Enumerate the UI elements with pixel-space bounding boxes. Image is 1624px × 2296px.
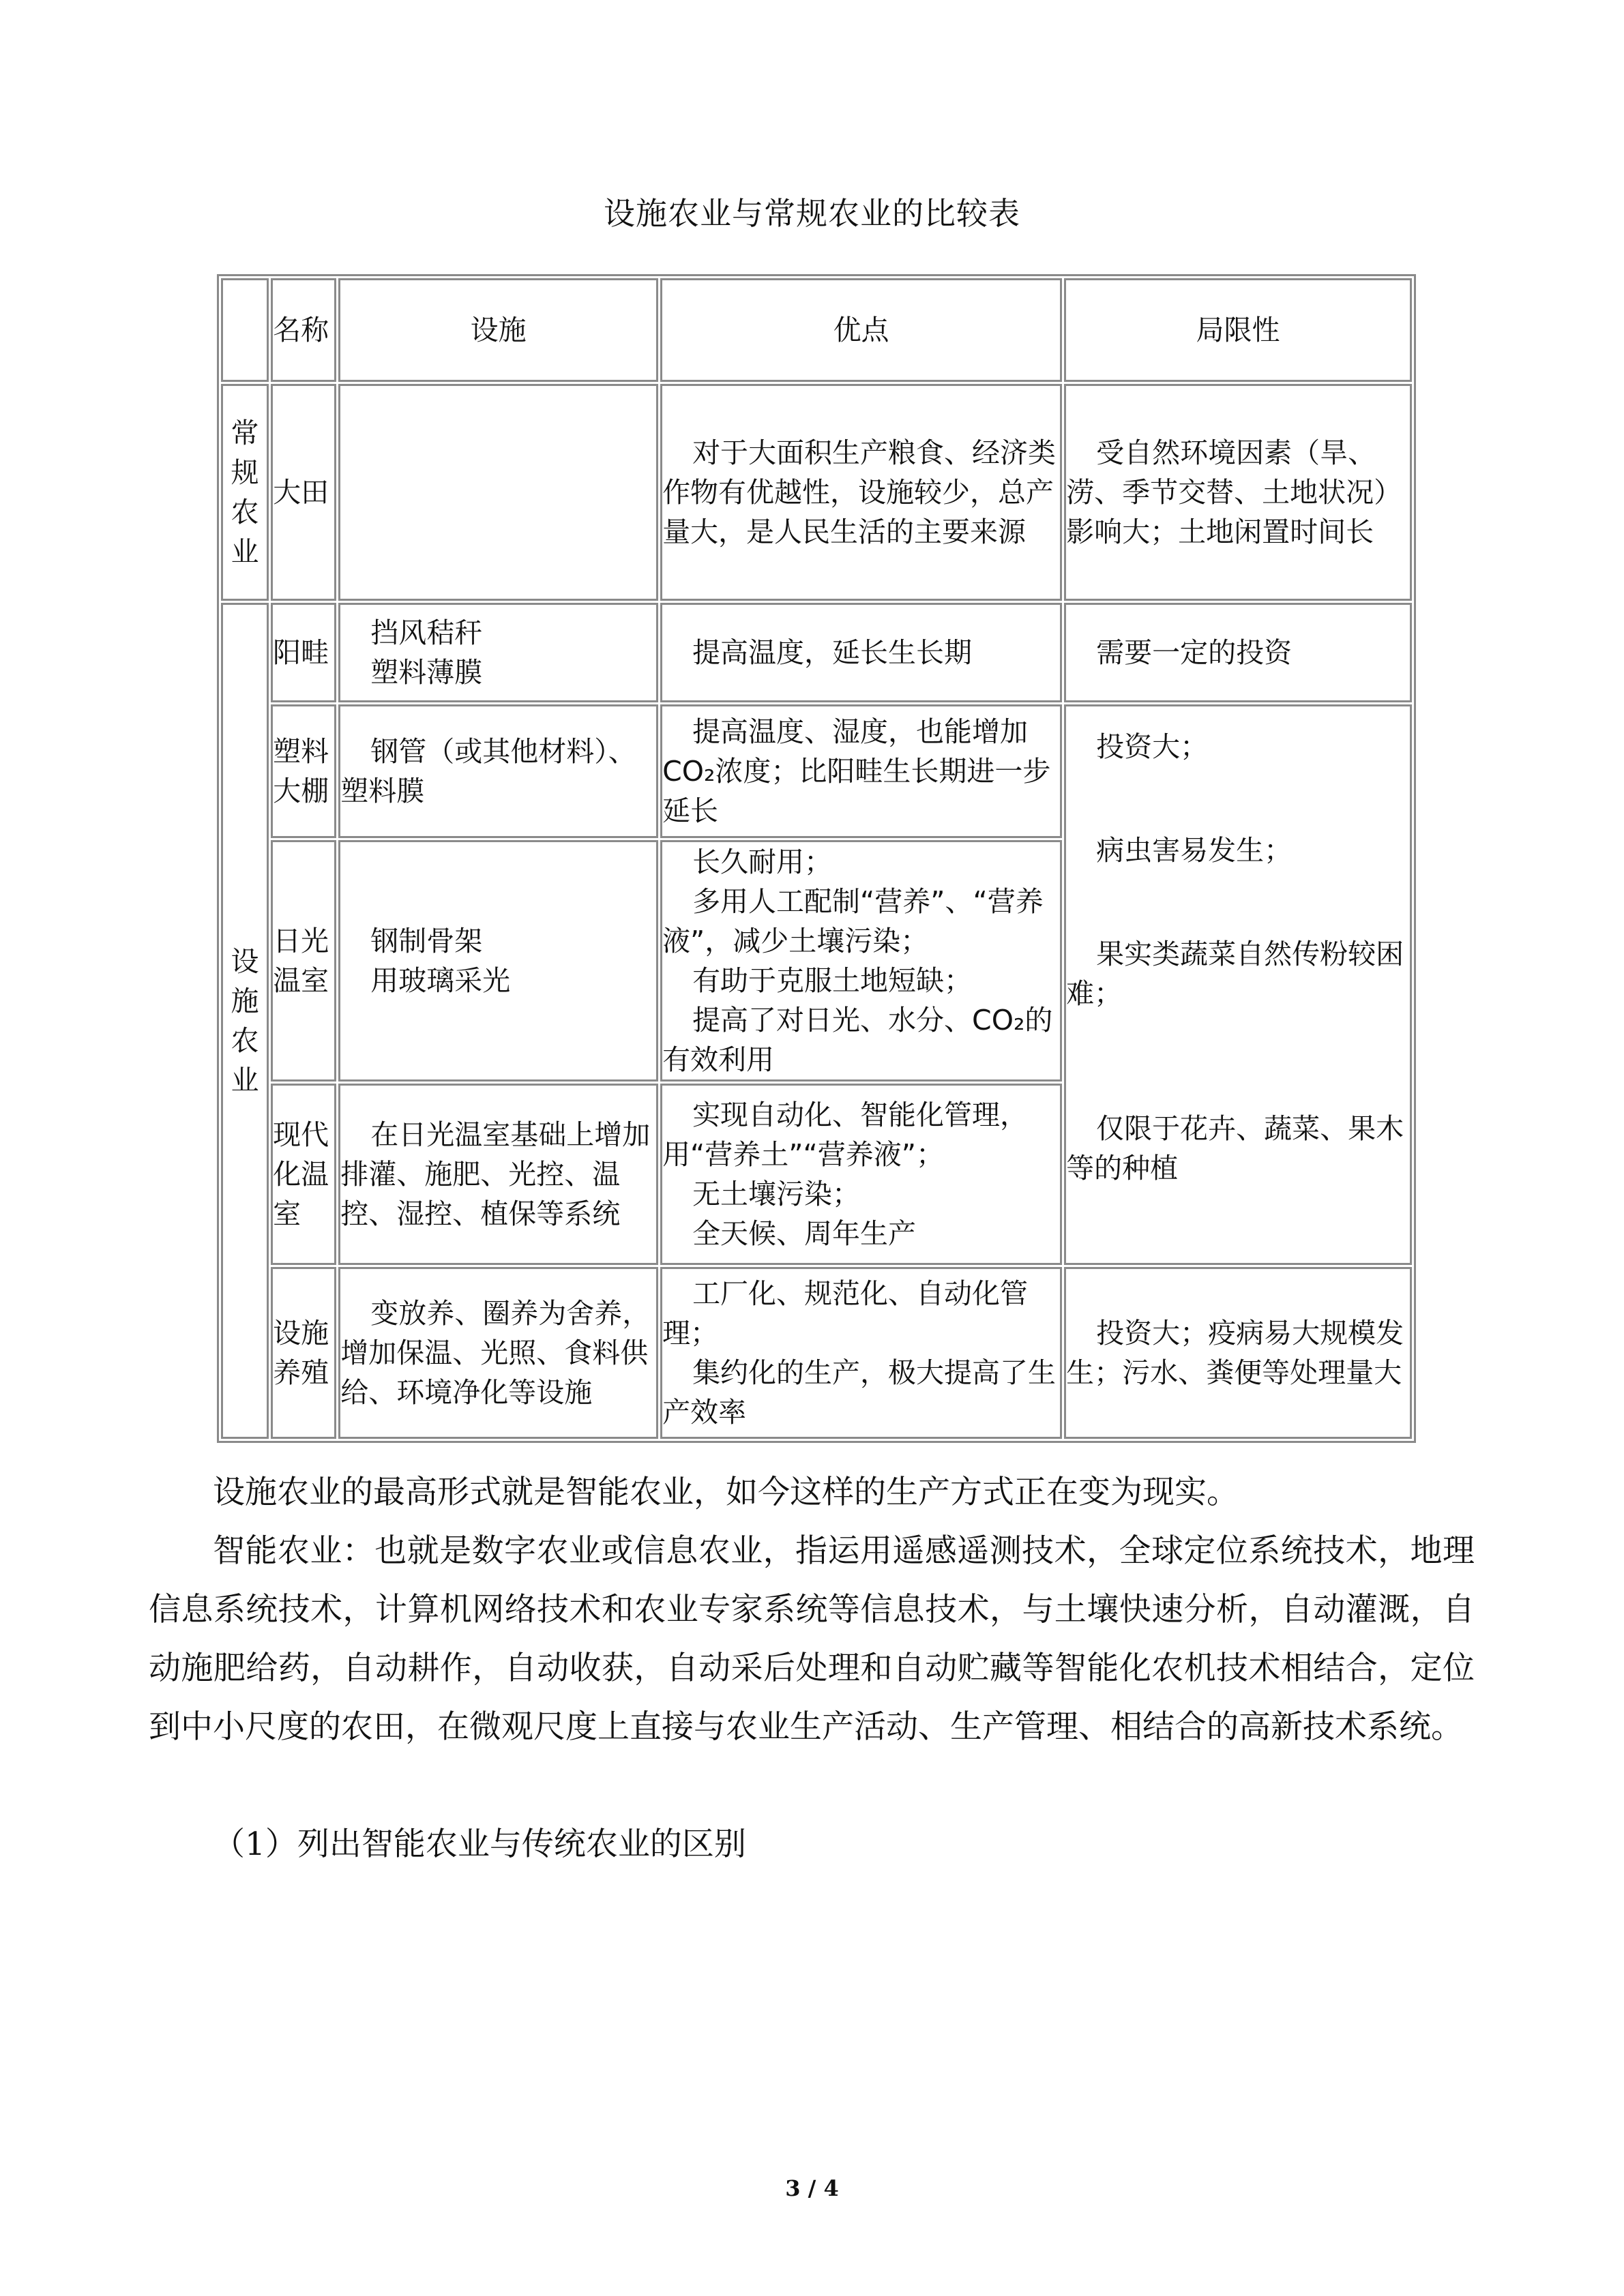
advantages-cell	[660, 840, 1062, 1082]
comparison-table	[217, 274, 1416, 1443]
facility-text: 用玻璃采光	[370, 964, 511, 997]
header-advantages: 优点	[660, 278, 1062, 382]
category-cell	[221, 384, 269, 601]
advantage-text: 实现自动化、智能化管理，用“营养土”“营养液”；	[662, 1099, 1029, 1171]
advantage-text: 提高了对日光、水分、CO₂的有效利用	[662, 1004, 1053, 1076]
facility-cell	[338, 840, 658, 1082]
limitations-cell	[1064, 603, 1412, 702]
facility-text: 塑料薄膜	[370, 656, 483, 689]
limitations-cell	[1064, 1267, 1412, 1439]
advantage-text: 有助于克服土地短缺；	[692, 964, 973, 997]
limitations-cell	[1064, 384, 1412, 601]
category-label: 常规农业	[231, 417, 259, 568]
facility-cell	[338, 1267, 658, 1439]
facility-text: 变放养、圈养为舍养，增加保温、光照、食料供给、环境净化等设施	[340, 1297, 651, 1409]
limitation-text: 受自然环境因素（旱、涝、季节交替、土地状况）影响大；土地闲置时间长	[1066, 436, 1402, 548]
advantage-text: 长久耐用；	[692, 846, 833, 878]
name-cell: 塑料大棚	[271, 704, 336, 838]
table-row	[221, 384, 1412, 601]
table-row	[221, 1267, 1412, 1439]
header-name: 名称	[271, 278, 336, 382]
limitation-text: 投资大；	[1096, 730, 1209, 763]
limitation-text: 投资大；疫病易大规模发生；污水、粪便等处理量大	[1066, 1317, 1404, 1389]
limitation-text: 需要一定的投资	[1096, 636, 1293, 669]
facility-cell	[338, 603, 658, 702]
page-number: 3 / 4	[785, 2175, 839, 2201]
header-blank	[221, 278, 269, 382]
facility-text: 在日光温室基础上增加排灌、施肥、光控、温控、湿控、植保等系统	[340, 1118, 651, 1230]
facility-cell	[338, 1084, 658, 1265]
table-header-row	[221, 278, 1412, 382]
advantage-text: 无土壤污染；	[692, 1178, 861, 1210]
table-row	[221, 704, 1412, 838]
name-cell: 大田	[271, 384, 336, 601]
header-limitations: 局限性	[1064, 278, 1412, 382]
paragraph: 设施农业的最高形式就是智能农业，如今这样的生产方式正在变为现实。	[213, 1474, 1239, 1511]
advantage-text: 提高温度，延长生长期	[692, 636, 973, 669]
advantage-text: 全天候、周年生产	[692, 1217, 917, 1250]
header-facility: 设施	[338, 278, 658, 382]
advantages-cell	[660, 704, 1062, 838]
advantages-cell	[660, 1084, 1062, 1265]
merged-limitations-cell	[1064, 704, 1412, 1265]
table-row	[221, 603, 1412, 702]
advantages-cell	[660, 384, 1062, 601]
limitation-text: 果实类蔬菜自然传粉较困难；	[1066, 938, 1404, 1010]
category-label: 设施农业	[231, 945, 259, 1097]
advantage-text: 提高温度、湿度，也能增加CO₂浓度；比阳畦生长期进一步延长	[662, 715, 1051, 827]
facility-cell	[338, 384, 658, 601]
advantage-text: 多用人工配制“营养”、“营养液”，减少土壤污染；	[662, 885, 1044, 957]
paragraph: 智能农业：也就是数字农业或信息农业，指运用遥感遥测技术，全球定位系统技术，地理信息系统技术，计算机网络技术和农业专家系统等信息技术，与土壤快速分析，自动灌溉，自动施肥给药，自动耕作，自动收获，自动采后处理和自动贮藏等智能化农机技术相结合，定位到中小尺度的农田，在微观尺度上直接与农业生产活动、生产管理、相结合的高新技术系统。	[149, 1532, 1475, 1746]
table-title: 设施农业与常规农业的比较表	[604, 195, 1020, 232]
facility-text: 挡风秸秆	[370, 616, 483, 649]
name-cell: 阳畦	[271, 603, 336, 702]
category-cell	[221, 603, 269, 1439]
advantage-text: 对于大面积生产粮食、经济类作物有优越性，设施较少，总产量大，是人民生活的主要来源	[662, 436, 1057, 548]
name-cell: 日光温室	[271, 840, 336, 1082]
advantage-text: 工厂化、规范化、自动化管理；	[662, 1277, 1029, 1350]
advantages-cell	[660, 603, 1062, 702]
advantages-cell	[660, 1267, 1062, 1439]
question-text: （1）列出智能农业与传统农业的区别	[213, 1825, 746, 1863]
facility-text: 钢制骨架	[370, 925, 483, 957]
limitation-text: 仅限于花卉、蔬菜、果木等的种植	[1066, 1112, 1404, 1184]
advantage-text: 集约化的生产，极大提高了生产效率	[662, 1356, 1057, 1429]
name-cell: 现代化温室	[271, 1084, 336, 1265]
facility-cell	[338, 704, 658, 838]
name-cell: 设施养殖	[271, 1267, 336, 1439]
limitation-text: 病虫害易发生；	[1096, 834, 1293, 867]
facility-text: 钢管（或其他材料）、塑料膜	[340, 735, 636, 807]
